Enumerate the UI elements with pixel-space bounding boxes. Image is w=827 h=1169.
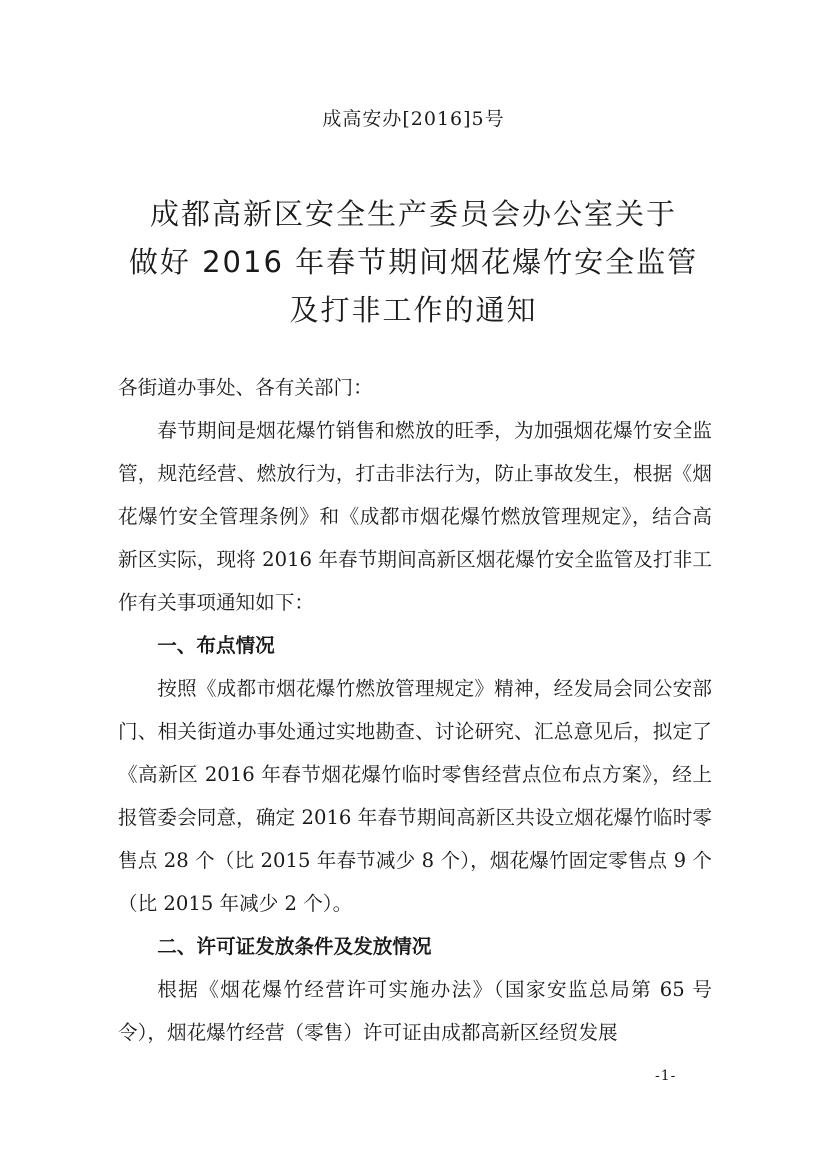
salutation: 各街道办事处、各有关部门：: [118, 376, 373, 399]
title-line-3: 及打非工作的通知: [289, 293, 538, 327]
title-line-2: 做好 2016 年春节期间烟花爆竹安全监管: [128, 245, 699, 279]
intro-paragraph: 春节期间是烟花爆竹销售和燃放的旺季，为加强烟花爆竹安全监管，规范经营、燃放行为，打击非法行为，防止事故发生，根据《烟花爆竹安全管理条例》和《成都市烟花爆竹燃放管理规定》，结合高新区实际，现将 2016 年春节期间高新区烟花爆竹安全监管及打非工作有关事项通知如下：: [118, 419, 712, 614]
page-number: -1-: [655, 1068, 677, 1084]
document-body: [118, 366, 712, 1054]
document-number: 成高安办[2016]5号: [322, 108, 505, 130]
title-line-1: 成都高新区安全生产委员会办公室关于: [149, 197, 677, 231]
section-1-heading: 一、布点情况: [157, 634, 275, 657]
section-2-paragraph: 根据《烟花爆竹经营许可实施办法》（国家安监总局第 65 号令），烟花爆竹经营（零售）许可证由成都高新区经贸发展: [118, 978, 712, 1044]
section-2-heading: 二、许可证发放条件及发放情况: [157, 935, 432, 958]
section-1-paragraph: 按照《成都市烟花爆竹燃放管理规定》精神，经发局会同公安部门、相关街道办事处通过实地勘查、讨论研究、汇总意见后，拟定了《高新区 2016 年春节烟花爆竹临时零售经营点位布点方案》，经上报管委会同意，确定 2016 年春节期间高新区共设立烟花爆竹临时零售点 28 个（比 2015 年春节减少 8 个），烟花爆竹固定零售点 9 个（比 2015 年减少 2 个）。: [118, 677, 712, 915]
